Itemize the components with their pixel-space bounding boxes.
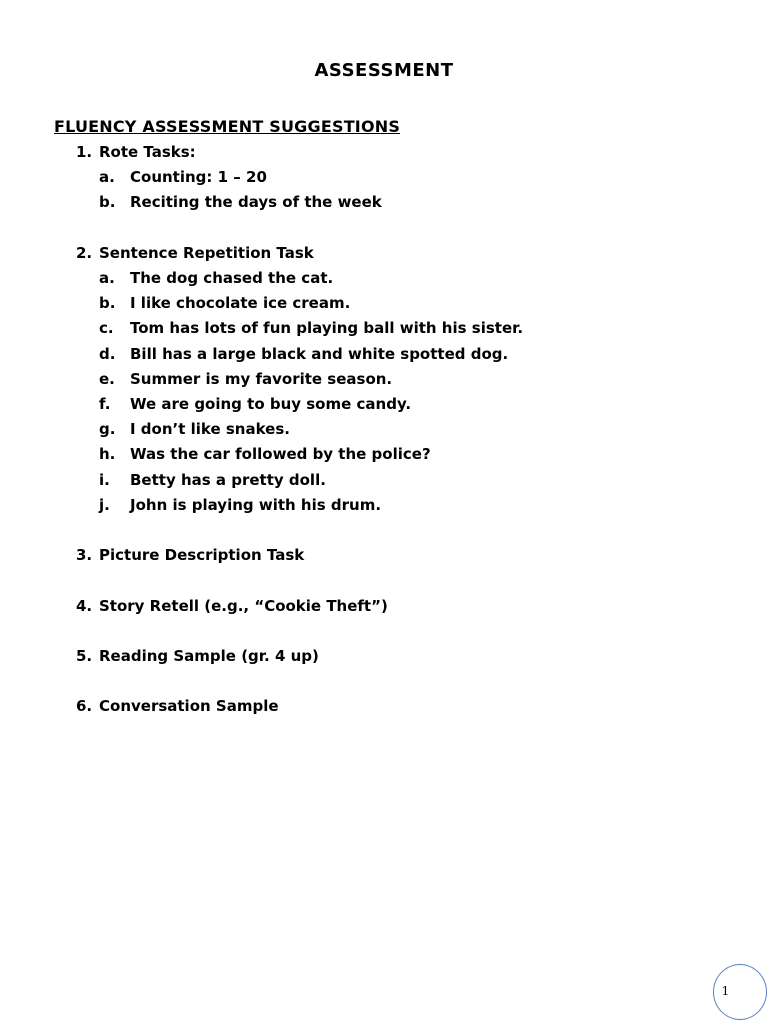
subitem-marker: a. bbox=[99, 168, 115, 187]
subitem-text: Betty has a pretty doll. bbox=[130, 470, 326, 489]
subitem-marker: f. bbox=[99, 395, 111, 413]
subitem-text: John is playing with his drum. bbox=[130, 495, 382, 514]
subitem-marker: b. bbox=[99, 193, 116, 212]
page-title: ASSESSMENT bbox=[314, 60, 454, 81]
item-number: 4. bbox=[76, 596, 93, 615]
subitem-text: I don’t like snakes. bbox=[130, 420, 290, 439]
subitem-marker: a. bbox=[99, 269, 115, 287]
subitem-text: Was the car followed by the police? bbox=[130, 445, 431, 464]
subitem-text: Reciting the days of the week bbox=[130, 193, 382, 212]
subitem-marker: g. bbox=[99, 420, 116, 439]
section-heading: FLUENCY ASSESSMENT SUGGESTIONS bbox=[54, 117, 401, 136]
subitem-text: I like chocolate ice cream. bbox=[130, 294, 351, 313]
item-number: 1. bbox=[76, 143, 93, 161]
subitem-marker: c. bbox=[99, 319, 114, 338]
subitem-marker: b. bbox=[99, 294, 116, 313]
subitem-text: Tom has lots of fun playing ball with his sister. bbox=[130, 319, 524, 338]
item-text: Story Retell (e.g., “Cookie Theft”) bbox=[99, 596, 388, 615]
subitem-text: The dog chased the cat. bbox=[130, 269, 334, 287]
subitem-marker: d. bbox=[99, 344, 116, 363]
item-number: 3. bbox=[76, 546, 93, 565]
item-text: Picture Description Task bbox=[99, 546, 305, 565]
item-text: Sentence Repetition Task bbox=[99, 243, 314, 262]
subitem-text: Summer is my favorite season. bbox=[130, 369, 393, 388]
subitem-marker: i. bbox=[99, 470, 110, 489]
subitem-marker: e. bbox=[99, 369, 115, 388]
subitem-text: Bill has a large black and white spotted dog. bbox=[130, 344, 509, 363]
subitem-text: Counting: 1 – 20 bbox=[130, 168, 267, 187]
item-number: 6. bbox=[76, 697, 93, 716]
subitem-marker: h. bbox=[99, 445, 116, 464]
item-text: Rote Tasks: bbox=[99, 143, 196, 161]
item-text: Reading Sample (gr. 4 up) bbox=[99, 647, 319, 665]
page-number: 1 bbox=[721, 984, 730, 998]
item-number: 5. bbox=[76, 647, 93, 665]
subitem-marker: j. bbox=[99, 495, 110, 514]
item-text: Conversation Sample bbox=[99, 697, 279, 716]
page-number-badge bbox=[713, 964, 767, 1020]
subitem-text: We are going to buy some candy. bbox=[130, 395, 412, 413]
item-number: 2. bbox=[76, 243, 93, 262]
